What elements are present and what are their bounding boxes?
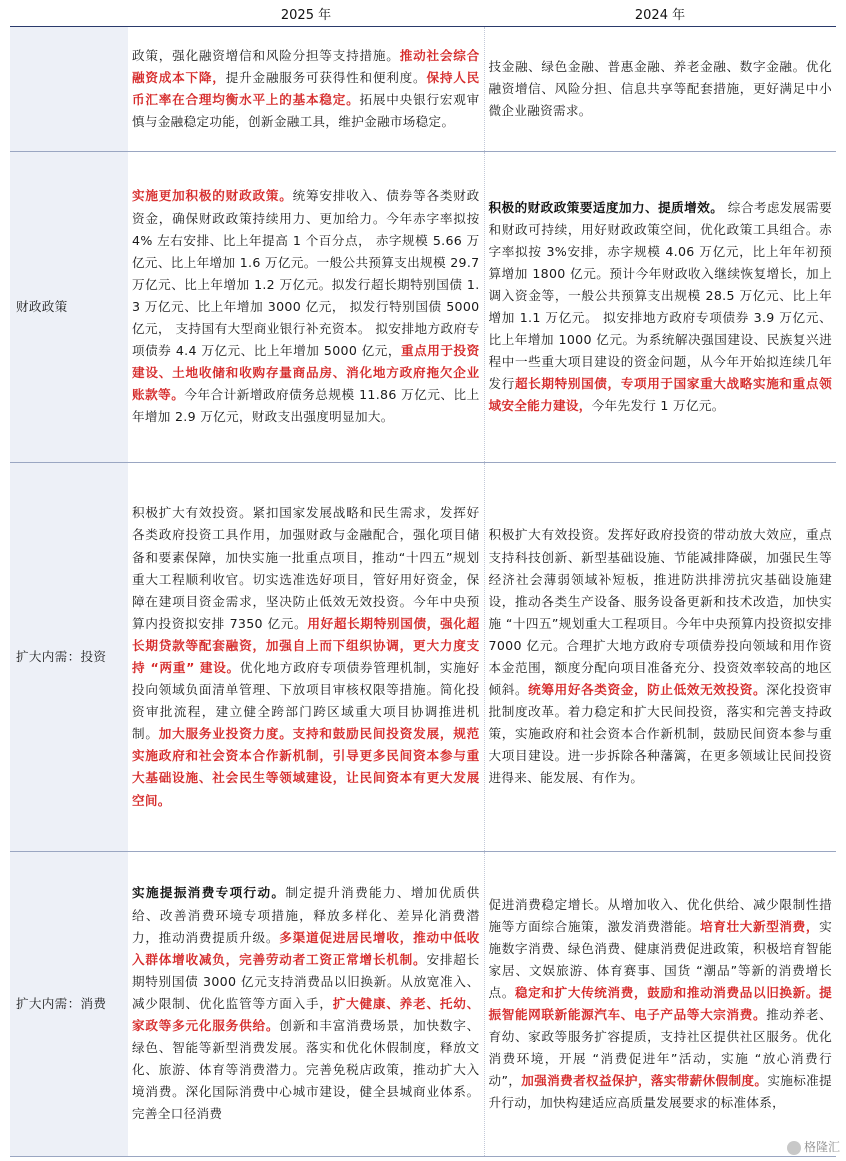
body-text: 统筹安排收入、债券等各类财政资金，确保财政政策持续用力、更加给力。今年赤字率拟按 4% 左右安排、比上年提高 1 个百分点， 赤字规模 5.66 万亿元、比上年增加 1.6 万亿元。一般公共预算支出规模 29.7 万亿元、比上年增加 1.2 万亿元。拟发行超长期特别国债 1.3 万亿元、比上年增加 3000 亿元， 拟发行特别国债 5000 亿元， 支持国有大型商业银行补充资本。 拟安排地方政府专项债券 4.4 万亿元、比上年增加 5000 亿元， xyxy=(132,188,480,359)
cell-2024 xyxy=(484,27,836,152)
highlight-text: 稳定和扩大传统消费，鼓励和推动消费品以旧换新。提振智能网联新能源汽车、电子产品等大宗消费。 xyxy=(488,984,832,1022)
highlight-text: 推动社会综合融资成本下降， xyxy=(132,47,480,85)
watermark-logo-icon xyxy=(787,1141,801,1155)
highlight-text: 重点用于投资建设、土地收储和收购存量商品房、消化地方政府拖欠企业账款等。 xyxy=(132,343,480,403)
body-text: 今年先发行 1 万亿元。 xyxy=(591,398,725,414)
table-row xyxy=(10,463,836,852)
category-cell: 财政政策 xyxy=(10,152,128,463)
cell-2024 xyxy=(484,463,836,852)
highlight-text: 多渠道促进居民增收，推动中低收入群体增收减负，完善劳动者工资正常增长机制。 xyxy=(132,929,480,967)
body-text: 优化地方政府专项债券管理机制，实施好投向领域负面清单管理、下放项目审核权限等措施。简化投资审批流程，建立健全跨部门跨区域重大项目协调推进机制。 xyxy=(132,660,480,742)
highlight-text: 用好超长期特别国债，强化超长期贷款等配套融资，加强自上而下组织协调，更大力度支持 “两重” 建设。 xyxy=(132,615,480,675)
body-text: 安排超长期特别国债 3000 亿元支持消费品以旧换新。从放宽准入、减少限制、优化监管等方面入手， xyxy=(132,951,480,1011)
body-text: 积极扩大有效投资。发挥好政府投资的带动放大效应，重点支持科技创新、新型基础设施、节能减排降碳，加强民生等经济社会薄弱领域补短板，推进防洪排涝抗灾基础设施建设，推动各类生产设备、服务设备更新和技术改造，加快实施 “十四五”规划重大工程项目。今年中央预算内投资拟安排 7000 亿元。合理扩大地方政府专项债券投向领域和用作资本金范围，额度分配向项目准备充分、投资效率较高的地区倾斜。 xyxy=(488,527,832,698)
table-row xyxy=(10,852,836,1157)
highlight-text: 保持人民币汇率在合理均衡水平上的基本稳定。 xyxy=(132,69,480,107)
cell-2025 xyxy=(128,463,484,852)
body-text: 今年合计新增政府债务总规模 11.86 万亿元、比上年增加 2.9 万亿元，财政支出强度明显加大。 xyxy=(132,387,480,425)
body-text: 实施标准提升行动，加快构建适应高质量发展要求的标准体系， xyxy=(488,1073,832,1111)
bold-text: 实施提振消费专项行动。 xyxy=(132,885,286,901)
highlight-text: 超长期特别国债，专项用于国家重大战略实施和重点领域安全能力建设， xyxy=(488,376,832,414)
body-text: 促进消费稳定增长。从增加收入、优化供给、减少限制性措施等方面综合施策，激发消费潜能。 xyxy=(488,896,832,934)
watermark-text: 格隆汇 xyxy=(803,1140,840,1154)
body-text: 积极扩大有效投资。紧扣国家发展战略和民生需求，发挥好各类政府投资工具作用，加强财政与金融配合，强化项目储备和要素保障，加快实施一批重点项目，推动“十四五”规划重大工程顺利收官。切实选准选好项目，管好用好资金，保障在建项目资金需求，坚决防止低效无效投资。今年中央预算内投资拟安排 7350 亿元。 xyxy=(132,505,480,631)
table-row xyxy=(10,152,836,463)
cell-2025 xyxy=(128,852,484,1157)
table-header-row xyxy=(10,0,836,27)
cell-2024 xyxy=(484,852,836,1157)
highlight-text: 实施更加积极的财政政策。 xyxy=(132,188,293,204)
body-text: 推动养老、育幼、家政等服务扩容提质，支持社区提供社区服务。优化消费环境，开展 “消费促进年”活动，实施 “放心消费行动”， xyxy=(488,1007,832,1089)
category-cell: 扩大内需：投资 xyxy=(10,463,128,852)
body-text: 制定提升消费能力、增加优质供给、改善消费环境专项措施，释放多样化、差异化消费潜力，推动消费提质升级。 xyxy=(132,885,480,945)
category-cell xyxy=(10,27,128,152)
category-cell: 扩大内需：消费 xyxy=(10,852,128,1157)
highlight-text: 统筹用好各类资金，防止低效无效投资。 xyxy=(528,682,767,698)
highlight-text: 培育壮大新型消费， xyxy=(700,918,820,934)
body-text: 提升金融服务可获得性和便利度。 xyxy=(225,69,427,85)
body-text: 实施数字消费、绿色消费、健康消费促进政策，积极培育智能家居、文娱旅游、体育赛事、国货 “潮品”等新的消费增长点。 xyxy=(488,918,832,1000)
header-2024: 2024 年 xyxy=(484,0,836,27)
body-text: 综合考虑发展需要和财政可持续，用好财政政策空间，优化政策工具组合。赤字率拟按 3%安排，赤字规模 4.06 万亿元，比上年年初预算增加 1800 亿元。预计今年财政收入继续恢复增长，加上调入资金等，一般公共预算支出规模 28.5 万亿元、比上年增加 1.1 万亿元。 拟安排地方政府专项债券 3.9 万亿元、比上年增加 1000 亿元。为系统解决强国建设、民族复兴进程中一些重大项目建设的资金问题，从今年开始拟连续几年发行 xyxy=(488,199,832,392)
header-category-cell xyxy=(10,0,128,27)
highlight-text: 加强消费者权益保护，落实带薪休假制度。 xyxy=(521,1073,768,1089)
policy-comparison-table xyxy=(10,0,836,1157)
table-row xyxy=(10,27,836,152)
highlight-text: 加大服务业投资力度。支持和鼓励民间投资发展，规范实施政府和社会资本合作新机制，引导更多民间资本参与重大基础设施、社会民生等领域建设，让民间资本有更大发展空间。 xyxy=(132,726,480,808)
cell-2025 xyxy=(128,152,484,463)
body-text: 深化投资审批制度改革。着力稳定和扩大民间投资，落实和完善支持政策，实施政府和社会资本合作新机制，鼓励民间资本参与重大项目建设。进一步拆除各种藩篱，在更多领域让民间投资进得来、能发展、有作为。 xyxy=(488,682,832,786)
highlight-text: 扩大健康、养老、托幼、家政等多元化服务供给。 xyxy=(132,995,480,1034)
cell-2024 xyxy=(484,152,836,463)
watermark xyxy=(787,1138,840,1155)
body-text: 政策，强化融资增信和风险分担等支持措施。 xyxy=(132,47,400,63)
cell-2025 xyxy=(128,27,484,152)
bold-text: 积极的财政政策要适度加力、提质增效。 xyxy=(488,199,724,215)
body-text: 拓展中央银行宏观审慎与金融稳定功能，创新金融工具，维护金融市场稳定。 xyxy=(132,92,480,130)
header-2025: 2025 年 xyxy=(128,0,484,27)
body-text: 技金融、绿色金融、普惠金融、养老金融、数字金融。优化融资增信、风险分担、信息共享等配套措施，更好满足中小微企业融资需求。 xyxy=(488,58,832,119)
body-text: 创新和丰富消费场景，加快数字、绿色、智能等新型消费发展。落实和优化休假制度，释放文化、旅游、体育等消费潜力。完善免税店政策，推动扩大入境消费。深化国际消费中心城市建设，健全县城商业体系。完善全口径消费 xyxy=(132,1018,480,1122)
